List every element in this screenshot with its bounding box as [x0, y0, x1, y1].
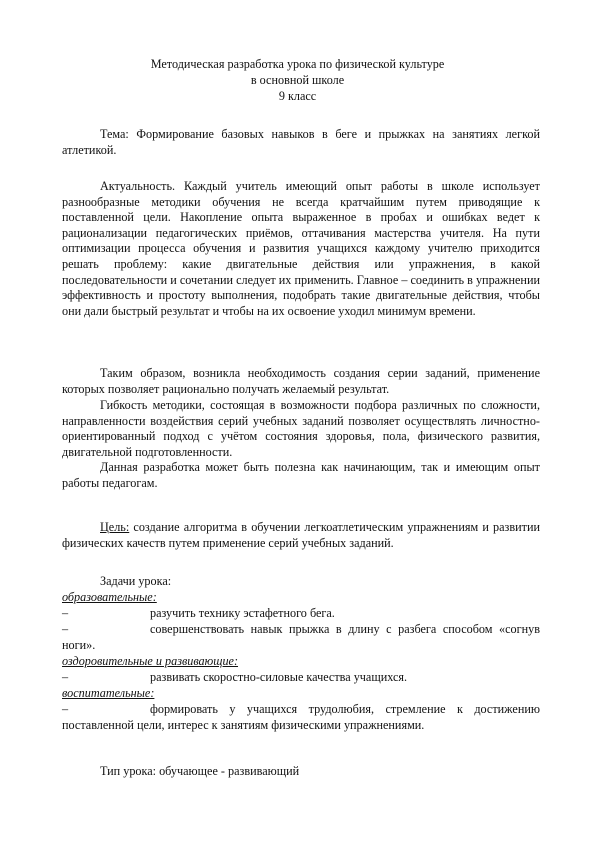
thus-paragraph: Таким образом, возникла необходимость создания серии заданий, применение которых позволяет рационально получать желаемый результат.: [62, 366, 540, 396]
title-line-1: Методическая разработка урока по физической культуре: [150, 57, 445, 71]
tasks-heading: Задачи урока:: [100, 574, 172, 588]
lesson-type: Тип урока: обучающее - развивающий: [100, 764, 300, 778]
relevance-label: Актуальность.: [100, 179, 176, 193]
upbringing-label: воспитательные:: [62, 686, 155, 700]
topic-paragraph: [62, 127, 540, 158]
task-item-2-text: совершенствовать навык прыжка в длину с разбега способом «согнув ноги».: [62, 622, 540, 652]
task-item-1-text: разучить технику эстафетного бега.: [150, 606, 335, 620]
task-item-3: [62, 670, 540, 686]
relevance-paragraph: [62, 179, 540, 319]
goal-paragraph: [62, 520, 540, 551]
task-item-3-text: развивать скоростно-силовые качества учащихся.: [150, 670, 408, 684]
title-line-3: 9 класс: [278, 89, 317, 103]
dash-marker: –: [62, 670, 69, 684]
task-item-2: [62, 622, 540, 653]
health-label: оздоровительные и развивающие:: [62, 654, 239, 668]
topic-text: Формирование базовых навыков в беге и прыжках на занятиях легкой атлетикой.: [62, 127, 540, 157]
educational-label: образовательные:: [62, 590, 157, 604]
topic-label: Тема:: [100, 127, 129, 141]
relevance-text: Каждый учитель имеющий опыт работы в школе использует разнообразные методики обучения не всегда кратчайшим путем приводящие к поставленной цели. Накопление опыта выраженное в пробах и ошибках ведет к рационализации педагогических приёмов, оттачивания мастерства учителя. На пути оптимизации процесса обучения и развития учащихся каждому учителю приходится решать проблему: какие двигательные действия или упражнения, в какой последовательности и сочетании следует их применить. Главное – соединить в упражнении эффективность и простоту выполнения, подобрать такие двигательные действия, чтобы они дали быстрый результат и чтобы на их освоение уходил минимум времени.: [62, 179, 540, 318]
goal-text: создание алгоритма в обучении легкоатлетическим упражнениям и развитии физических качеств путем применение серий учебных заданий.: [62, 520, 540, 550]
task-item-4-text: формировать у учащихся трудолюбия, стремление к достижению поставленной цели, интерес к занятиям физическими упражнениями.: [62, 702, 540, 732]
goal-label: Цель:: [100, 520, 130, 534]
flexibility-paragraph: Гибкость методики, состоящая в возможности подбора различных по сложности, направленности воздействия серий учебных заданий позволяет осуществлять личностно-ориентированный подход с учётом состояния здоровья, пола, физического развития, двигательной подготовленности.: [62, 398, 540, 459]
dash-marker: –: [62, 702, 69, 716]
dash-marker: –: [62, 622, 69, 636]
dash-marker: –: [62, 606, 69, 620]
task-item-4: [62, 702, 540, 733]
usefulness-paragraph: Данная разработка может быть полезна как начинающим, так и имеющим опыт работы педагогам.: [62, 460, 540, 490]
task-item-1: [62, 606, 540, 622]
title-line-2: в основной школе: [250, 73, 345, 87]
